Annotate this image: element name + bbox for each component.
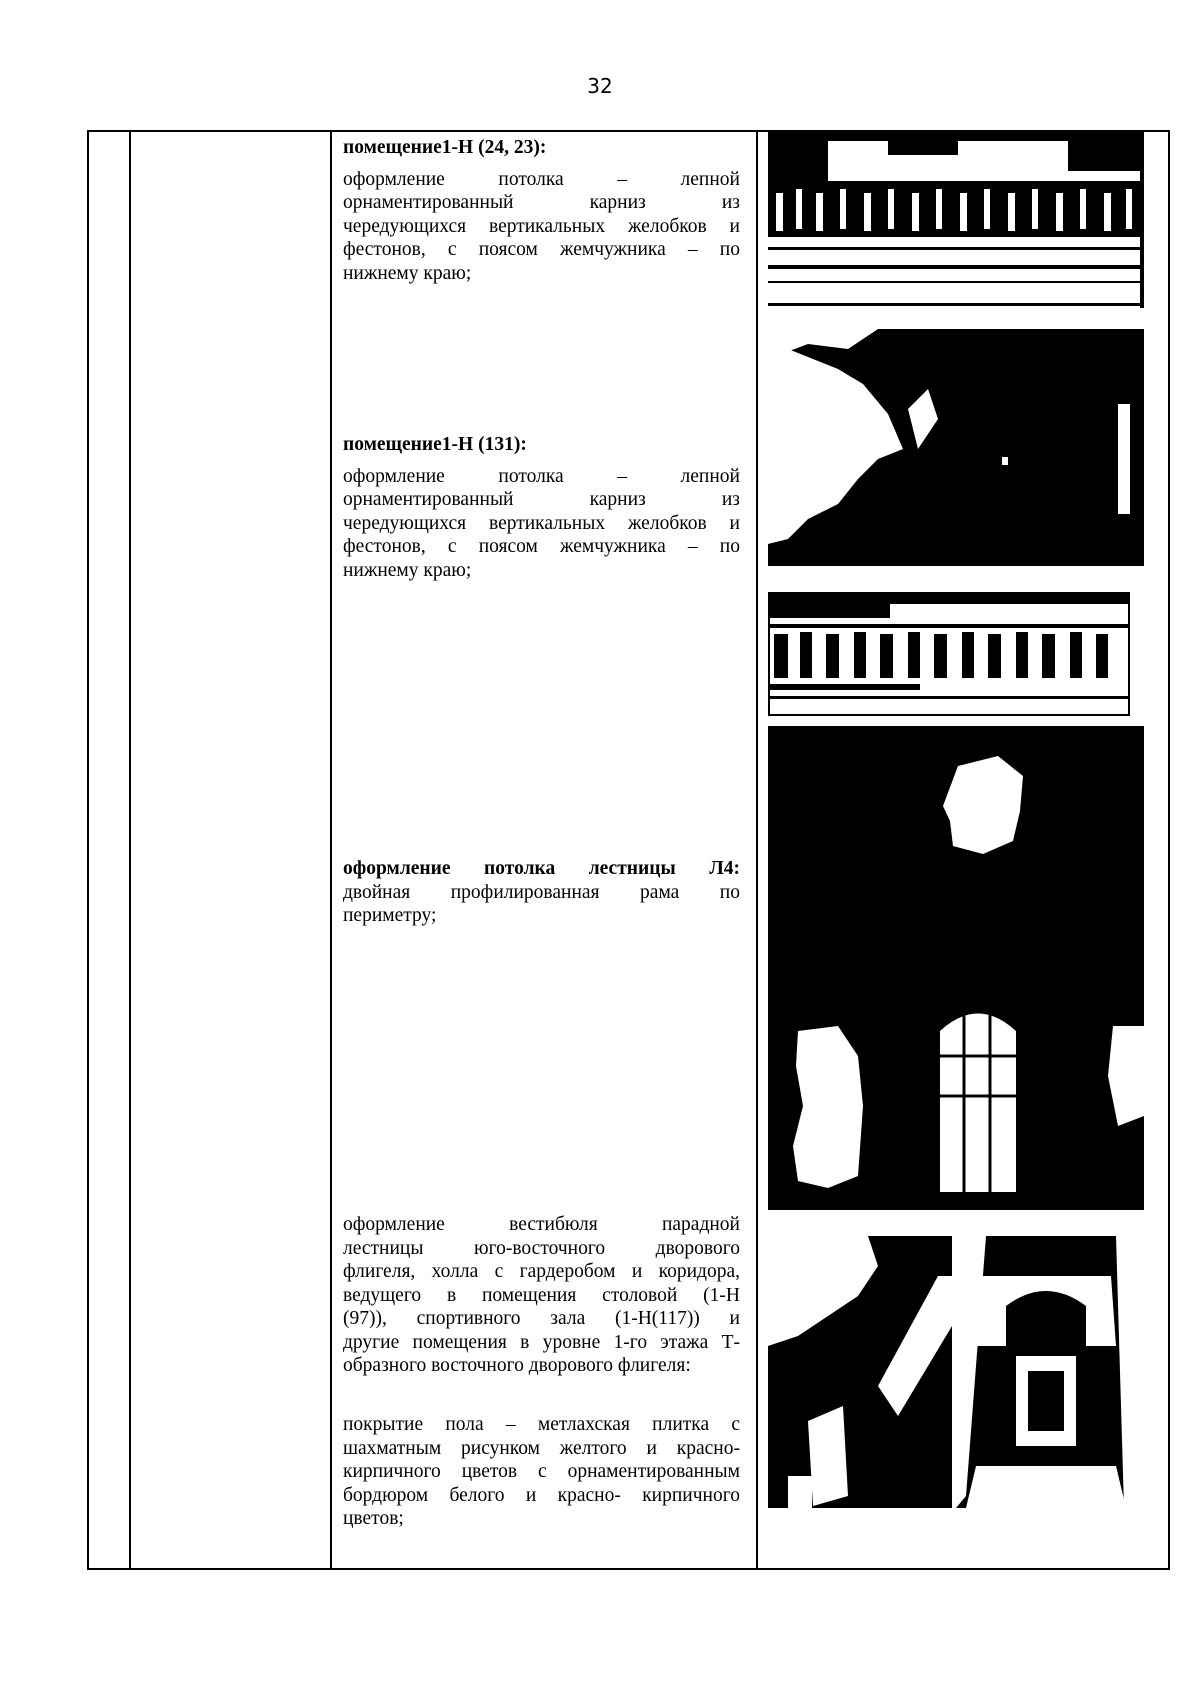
entry-heading: помещение1-Н (131): <box>343 434 527 455</box>
entry-line: орнаментированный карниз из <box>343 489 740 510</box>
photo-vestibule-corridor <box>956 1236 1134 1508</box>
entry-line: чередующихся вертикальных желобков и <box>343 512 740 534</box>
entry-2 <box>343 433 740 582</box>
photo-cornice-1 <box>768 131 1144 308</box>
entry-line: ведущего в помещения столовой (1-Н <box>343 1284 740 1306</box>
entry-line: кирпичного цветов с орнаментированным <box>343 1461 740 1482</box>
photo-room-131 <box>768 329 1144 566</box>
entry-line: нижнему краю; <box>343 262 472 284</box>
entry-line: нижнему краю; <box>343 559 472 581</box>
entry-line: фестонов, с поясом жемчужника – по <box>343 239 740 260</box>
entry-line: оформление потолка – лепной <box>343 465 740 487</box>
table-column-divider <box>756 130 758 1570</box>
entry-heading: оформление потолка лестницы Л4: <box>343 858 740 879</box>
entry-line: орнаментированный карниз из <box>343 192 740 213</box>
entry-line: шахматным рисунком желтого и красно- <box>343 1437 740 1459</box>
entry-line: (97)), спортивного зала (1-Н(117)) и <box>343 1308 740 1329</box>
table-column-divider <box>330 130 332 1570</box>
entry-line: двойная профилированная рама по <box>343 881 740 903</box>
entry-5 <box>343 1413 740 1531</box>
entry-line: цветов; <box>343 1508 404 1529</box>
table-right-border <box>1168 130 1170 1570</box>
photo-cornice-2 <box>768 592 1130 716</box>
page-number: 32 <box>587 74 613 98</box>
entry-line: оформление потолка – лепной <box>343 168 740 190</box>
entry-line: бордюром белого и красно- кирпичного <box>343 1484 740 1506</box>
entry-line: образного восточного дворового флигеля: <box>343 1355 691 1376</box>
entry-line: чередующихся вертикальных желобков и <box>343 215 740 237</box>
entry-line: покрытие пола – метлахская плитка с <box>343 1414 740 1435</box>
entry-1 <box>343 136 740 285</box>
entry-line: лестницы юго-восточного дворового <box>343 1237 740 1259</box>
table-left-border <box>87 130 89 1570</box>
entry-line: фестонов, с поясом жемчужника – по <box>343 536 740 557</box>
photo-staircase-ceiling <box>768 726 1144 1210</box>
entry-4 <box>343 1213 740 1378</box>
entry-heading: помещение1-Н (24, 23): <box>343 137 547 158</box>
entry-line: флигеля, холла с гардеробом и коридора, <box>343 1261 740 1282</box>
photo-vestibule-left <box>768 1236 952 1508</box>
entry-line: другие помещения в уровне 1-го этажа Т- <box>343 1331 740 1353</box>
entry-line: периметру; <box>343 905 437 926</box>
table-column-divider <box>129 130 131 1570</box>
entry-3 <box>343 857 740 928</box>
entry-line: оформление вестибюля парадной <box>343 1214 740 1235</box>
table-bottom-border <box>87 1568 1170 1570</box>
